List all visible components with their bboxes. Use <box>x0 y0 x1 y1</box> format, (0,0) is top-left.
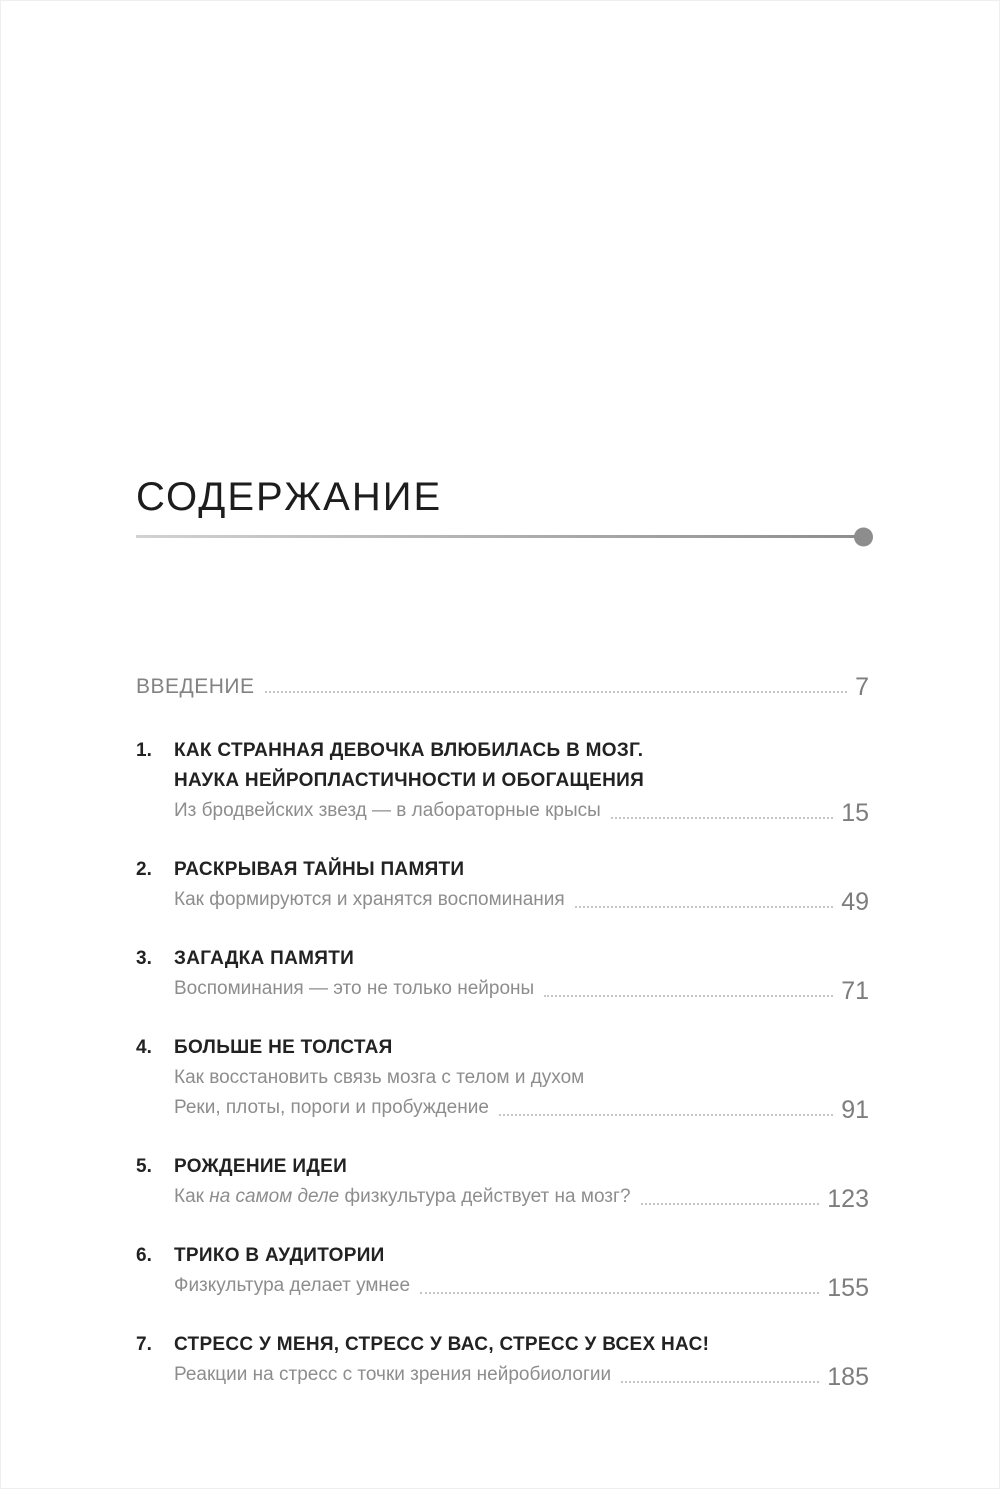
toc-entry-5 <box>136 1152 869 1212</box>
entry-subtitle <box>174 1182 631 1212</box>
entry-subtitle: Реки, плоты, пороги и пробуждение <box>174 1097 489 1119</box>
entry-subtitle-row <box>174 796 869 826</box>
entry-subtitle-row <box>174 974 869 1004</box>
entry-title-line: РОЖДЕНИЕ ИДЕИ <box>174 1156 348 1178</box>
subtitle-text: физкультура действует на мозг? <box>339 1186 631 1208</box>
entry-number: 4. <box>136 1037 152 1059</box>
toc-entry-6 <box>136 1241 869 1301</box>
leader-dots <box>420 1292 819 1294</box>
page-number: 123 <box>827 1185 869 1214</box>
page-title: СОДЕРЖАНИЕ <box>136 475 443 519</box>
leader-dots <box>621 1381 819 1383</box>
subtitle-italic-text: на самом деле <box>209 1186 340 1208</box>
entry-number: 1. <box>136 740 152 762</box>
intro-label: ВВЕДЕНИЕ <box>136 675 255 698</box>
toc-entry-4 <box>136 1033 869 1123</box>
leader-dots <box>544 995 833 997</box>
entry-subtitle: Воспоминания — это не только нейроны <box>174 978 535 1000</box>
entry-body <box>174 855 869 915</box>
page-number: 71 <box>841 977 869 1006</box>
page-number: 7 <box>855 673 869 702</box>
entry-number: 6. <box>136 1245 152 1267</box>
leader-dots <box>265 691 848 693</box>
entry-title-line: ТРИКО В АУДИТОРИИ <box>174 1245 385 1267</box>
entry-title-line: НАУКА НЕЙРОПЛАСТИЧНОСТИ И ОБОГАЩЕНИЯ <box>174 770 645 792</box>
entry-number: 5. <box>136 1156 152 1178</box>
toc-entry-7 <box>136 1330 869 1390</box>
page-number: 49 <box>841 888 869 917</box>
entry-body <box>174 944 869 1004</box>
divider-dot <box>854 527 873 546</box>
entry-subtitle-row <box>174 1182 869 1212</box>
leader-dots <box>641 1203 820 1205</box>
toc-intro-row <box>136 673 869 700</box>
entry-subtitle-row <box>174 1271 869 1301</box>
toc-entry-3 <box>136 944 869 1004</box>
page-number: 155 <box>827 1274 869 1303</box>
entry-number: 2. <box>136 859 152 881</box>
leader-dots <box>611 817 833 819</box>
page-number: 15 <box>841 799 869 828</box>
entry-subtitle: Из бродвейских звезд — в лабораторные крысы <box>174 800 601 822</box>
entry-subtitle: Как формируются и хранятся воспоминания <box>174 889 565 911</box>
entry-title-line: ЗАГАДКА ПАМЯТИ <box>174 948 355 970</box>
toc-entry-1 <box>136 736 869 826</box>
subtitle-text: Как <box>174 1186 210 1208</box>
contents-header <box>136 475 869 538</box>
entry-body <box>174 1152 869 1212</box>
entry-number: 7. <box>136 1334 152 1356</box>
entry-subtitle-row <box>174 885 869 915</box>
page-number: 91 <box>841 1096 869 1125</box>
title-divider <box>136 535 869 538</box>
entry-subtitle: Реакции на стресс с точки зрения нейробиологии <box>174 1364 612 1386</box>
entry-body <box>174 1241 869 1301</box>
entry-body <box>174 1330 869 1390</box>
page-number: 185 <box>827 1363 869 1392</box>
entry-title-line: РАСКРЫВАЯ ТАЙНЫ ПАМЯТИ <box>174 859 465 881</box>
entry-subtitle: Физкультура делает умнее <box>174 1275 411 1297</box>
entry-subtitle: Как восстановить связь мозга с телом и духом <box>174 1067 585 1089</box>
entry-subtitle-row <box>174 1093 869 1123</box>
entry-body <box>174 736 869 826</box>
leader-dots <box>575 906 833 908</box>
entry-title-line: СТРЕСС У МЕНЯ, СТРЕСС У ВАС, СТРЕСС У ВСЕХ НАС! <box>174 1334 710 1356</box>
leader-dots <box>499 1114 833 1116</box>
entry-number: 3. <box>136 948 152 970</box>
entry-subtitle-row <box>174 1360 869 1390</box>
table-of-contents <box>136 673 869 1419</box>
toc-entry-2 <box>136 855 869 915</box>
entry-title-line: КАК СТРАННАЯ ДЕВОЧКА ВЛЮБИЛАСЬ В МОЗГ. <box>174 740 644 762</box>
entry-body <box>174 1033 869 1123</box>
entry-title-line: БОЛЬШЕ НЕ ТОЛСТАЯ <box>174 1037 393 1059</box>
